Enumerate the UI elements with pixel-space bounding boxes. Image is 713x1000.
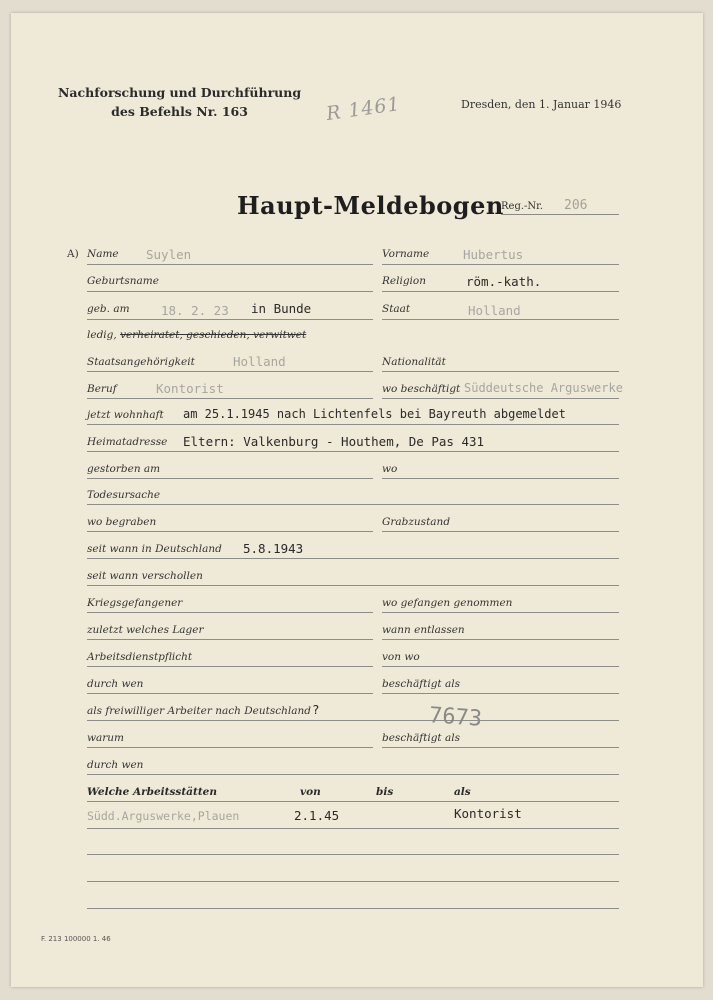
durch-wen-1-line xyxy=(87,693,373,694)
gestorben-am-line xyxy=(87,478,373,479)
form-page xyxy=(11,13,703,987)
geb-am-value: 18. 2. 23 xyxy=(161,303,229,318)
name-label: Name xyxy=(87,248,119,260)
von-wo-line xyxy=(382,666,619,667)
arbeitsstaetten-bis-head: bis xyxy=(376,786,394,798)
vorname-label: Vorname xyxy=(382,248,430,260)
beschaeftigt-als-2-line xyxy=(382,747,619,748)
religion-line xyxy=(382,291,619,292)
familienstand-struck: verheiratet, geschieden, verwitwet xyxy=(120,329,307,341)
von-wo-label: von wo xyxy=(382,651,420,663)
heimatadresse-label: Heimatadresse xyxy=(87,436,168,448)
warum-line xyxy=(87,747,373,748)
staatsangehoerigkeit-line xyxy=(87,371,373,372)
wo-line xyxy=(382,478,619,479)
wo-beschaeftigt-label: wo beschäftigt xyxy=(382,383,461,395)
staat-line xyxy=(382,319,619,320)
lager-label: zuletzt welches Lager xyxy=(87,624,204,636)
heimatadresse-value: Eltern: Valkenburg - Houthem, De Pas 431 xyxy=(183,434,485,449)
religion-label: Religion xyxy=(382,275,426,287)
reg-nr-label: Reg.-Nr. xyxy=(501,201,544,212)
vorname-value: Hubertus xyxy=(463,247,524,262)
wo-begraben-line xyxy=(87,531,373,532)
warum-label: warum xyxy=(87,732,124,744)
reg-nr-value: 206 xyxy=(564,198,588,213)
issuing-office-line2: des Befehls Nr. 163 xyxy=(111,104,248,119)
wohnhaft-value: am 25.1.1945 nach Lichtenfels bei Bayreuth abgemeldet xyxy=(183,407,566,421)
wo-gefangen-line xyxy=(382,612,619,613)
heimatadresse-line xyxy=(87,451,619,452)
lager-line xyxy=(87,639,373,640)
arbeitsdienstpflicht-line xyxy=(87,666,373,667)
geburtsname-line xyxy=(87,291,373,292)
kriegsgefangener-line xyxy=(87,612,373,613)
familienstand xyxy=(87,329,306,341)
grabzustand-label: Grabzustand xyxy=(382,516,451,528)
entlassen-line xyxy=(382,639,619,640)
staatsangehoerigkeit-value: Holland xyxy=(233,354,286,369)
familienstand-ledig: ledig, xyxy=(87,329,117,341)
seit-wann-label: seit wann in Deutschland xyxy=(87,543,222,555)
arbeitsstaetten-head-line xyxy=(87,801,619,802)
nationalitaet-label: Nationalität xyxy=(382,356,446,368)
handwritten-note: R 1461 xyxy=(324,92,402,126)
freiwilliger-line xyxy=(87,720,619,721)
geb-am-label: geb. am xyxy=(87,303,130,315)
arbeitsstaetten-von-head: von xyxy=(300,786,321,798)
beruf-label: Beruf xyxy=(87,383,117,395)
beruf-line xyxy=(87,398,373,399)
arbeitsstaetten-als-head: als xyxy=(454,786,471,798)
wo-beschaeftigt-value: Süddeutsche Arguswerke xyxy=(464,381,623,395)
geburtsname-label: Geburtsname xyxy=(87,275,159,287)
geb-am-line xyxy=(87,319,373,320)
staat-value: Holland xyxy=(468,303,521,318)
name-value: Suylen xyxy=(146,247,192,262)
vorname-line xyxy=(382,264,619,265)
verschollen-line xyxy=(87,585,619,586)
kriegsgefangener-label: Kriegsgefangener xyxy=(87,597,183,609)
seit-wann-line xyxy=(87,558,619,559)
name-line xyxy=(87,264,373,265)
arbeitsstaetten-row1-firma: Südd.Arguswerke,Plauen xyxy=(87,809,240,823)
beruf-value: Kontorist xyxy=(156,381,224,396)
todesursache-line xyxy=(87,504,619,505)
verschollen-label: seit wann verschollen xyxy=(87,570,203,582)
form-title: Haupt-Meldebogen xyxy=(237,191,504,220)
freiwilliger-label: als freiwilliger Arbeiter nach Deutschland xyxy=(87,705,311,717)
arbeitsstaetten-row4-line xyxy=(87,908,619,909)
religion-value: röm.-kath. xyxy=(466,274,542,289)
todesursache-label: Todesursache xyxy=(87,489,161,501)
wo-beschaeftigt-line xyxy=(382,398,619,399)
wohnhaft-label: jetzt wohnhaft xyxy=(87,409,164,421)
section-prefix: A) xyxy=(67,248,79,260)
arbeitsstaetten-head: Welche Arbeitsstätten xyxy=(87,786,217,798)
beschaeftigt-als-1-line xyxy=(382,693,619,694)
arbeitsstaetten-row1-von: 2.1.45 xyxy=(294,808,340,823)
staatsangehoerigkeit-label: Staatsangehörigkeit xyxy=(87,356,195,368)
grabzustand-line xyxy=(382,531,619,532)
gestorben-am-label: gestorben am xyxy=(87,463,161,475)
arbeitsstaetten-row3-line xyxy=(87,881,619,882)
seit-wann-value: 5.8.1943 xyxy=(243,541,304,556)
arbeitsstaetten-row1-line xyxy=(87,828,619,829)
wo-begraben-label: wo begraben xyxy=(87,516,157,528)
durch-wen-2-label: durch wen xyxy=(87,759,144,771)
freiwilliger-value: ? xyxy=(312,702,320,717)
arbeitsdienstpflicht-label: Arbeitsdienstpflicht xyxy=(87,651,193,663)
arbeitsstaetten-row1-als: Kontorist xyxy=(454,806,522,821)
wo-gefangen-label: wo gefangen genommen xyxy=(382,597,513,609)
reg-nr-line xyxy=(501,214,619,215)
durch-wen-1-label: durch wen xyxy=(87,678,144,690)
beschaeftigt-als-1-label: beschäftigt als xyxy=(382,678,460,690)
geb-ort-value: in Bunde xyxy=(251,301,312,316)
staat-label: Staat xyxy=(382,303,411,315)
nationalitaet-line xyxy=(382,371,619,372)
stamp-number: 7673 xyxy=(428,703,483,732)
form-footer: F. 213 100000 1. 46 xyxy=(41,935,111,943)
issuing-office xyxy=(58,83,301,121)
arbeitsstaetten-row2-line xyxy=(87,854,619,855)
durch-wen-2-line xyxy=(87,774,619,775)
wohnhaft-line xyxy=(87,424,619,425)
wo-label: wo xyxy=(382,463,398,475)
issuing-office-line1: Nachforschung und Durchführung xyxy=(58,85,302,100)
beschaeftigt-als-2-label: beschäftigt als xyxy=(382,732,460,744)
entlassen-label: wann entlassen xyxy=(382,624,465,636)
place-date: Dresden, den 1. Januar 1946 xyxy=(461,98,622,111)
